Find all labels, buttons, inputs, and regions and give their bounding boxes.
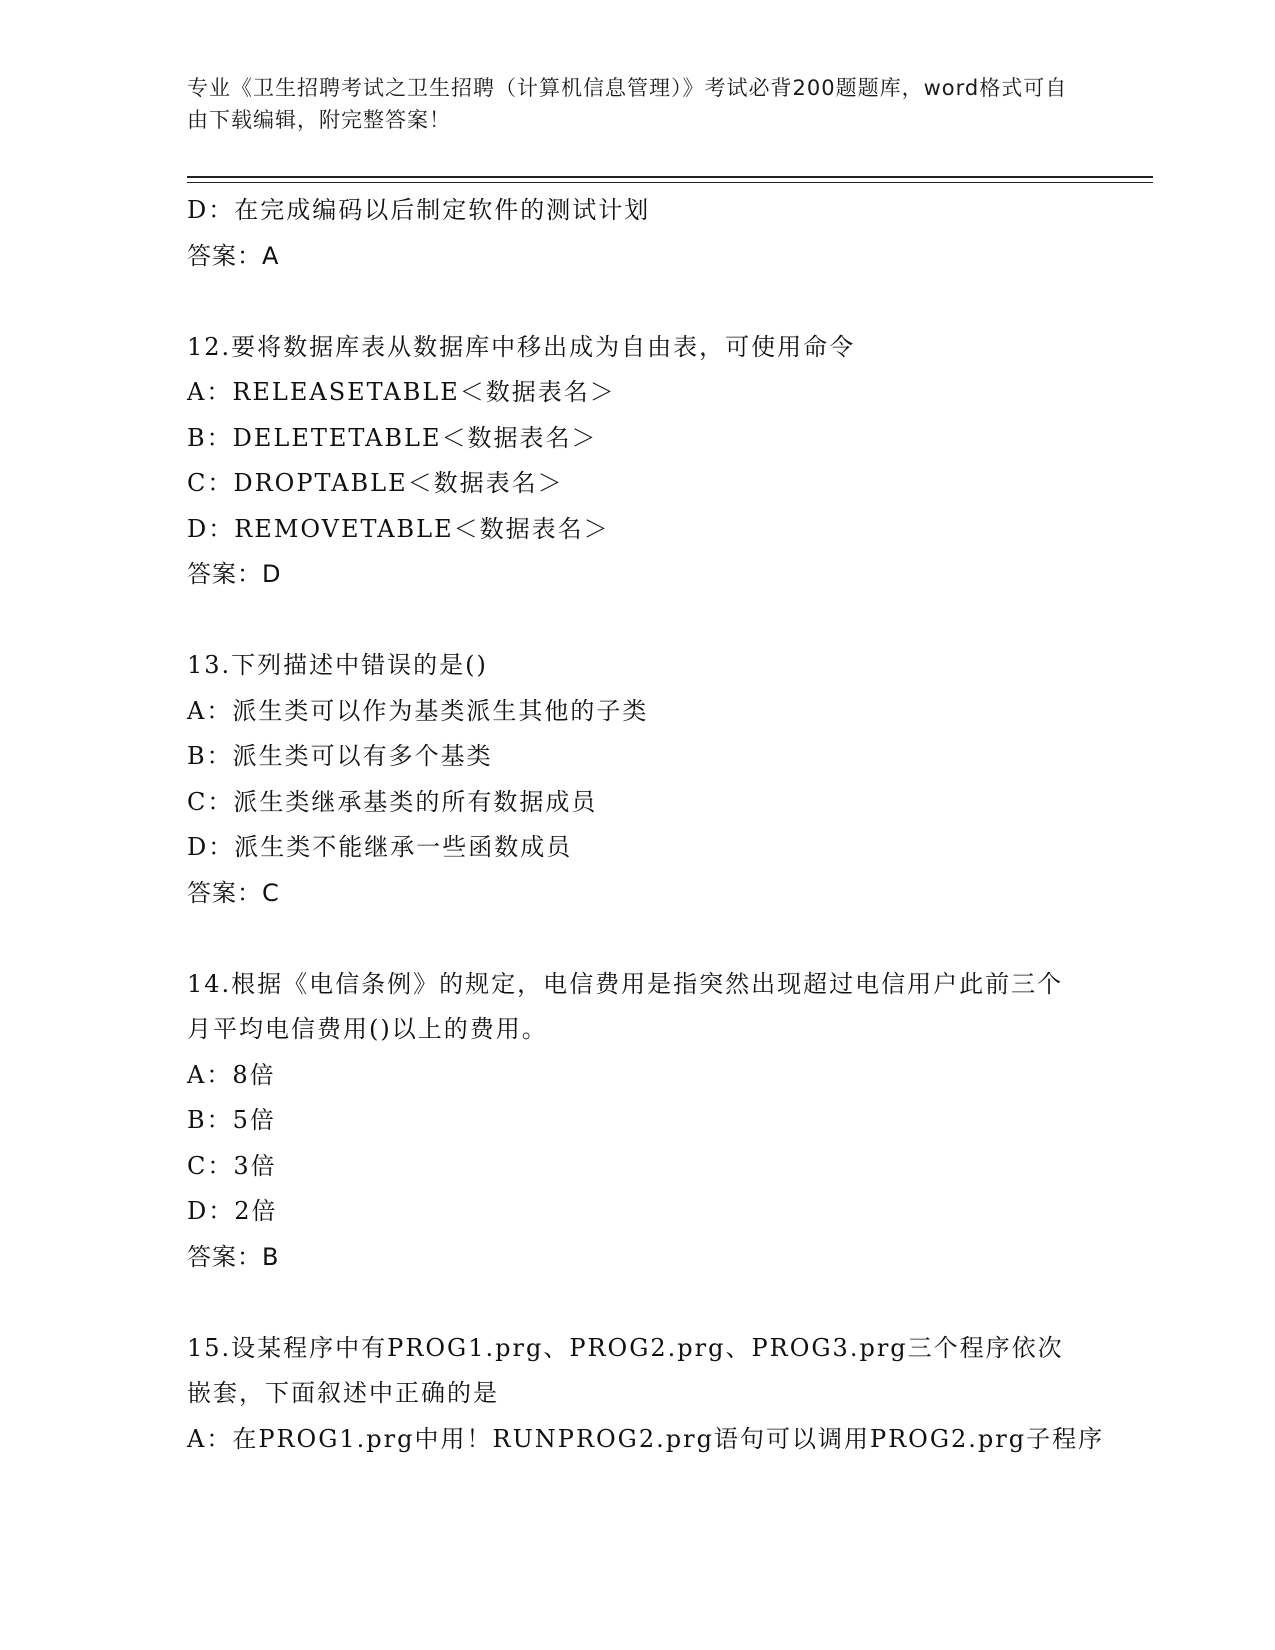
- header-rule-thin: [187, 182, 1153, 183]
- question-stem: 15.设某程序中有PROG1.prg、PROG2.prg、PROG3.prg三个程序依次嵌套，下面叙述中正确的是: [187, 1333, 1064, 1407]
- option-a: A：在PROG1.prg中用！RUNPROG2.prg语句可以调用PROG2.prg子程序: [187, 1424, 1105, 1453]
- document-header: 专业《卫生招聘考试之卫生招聘（计算机信息管理）》考试必背200题题库，word格式可自由下载编辑，附完整答案！: [187, 76, 1068, 132]
- answer-line: 答案：C: [187, 878, 280, 907]
- header-rule-thick: [187, 176, 1153, 178]
- question-stem: 12.要将数据库表从数据库中移出成为自由表，可使用命令: [187, 332, 856, 361]
- option-a: A：派生类可以作为基类派生其他的子类: [187, 696, 649, 725]
- option-c: C：3倍: [187, 1151, 277, 1180]
- answer-line: 答案：D: [187, 560, 282, 588]
- question-list: [187, 188, 1105, 1462]
- question-stem: 14.根据《电信条例》的规定，电信费用是指突然出现超过电信用户此前三个月平均电信费用()以上的费用。: [187, 969, 1064, 1043]
- option-d: D：派生类不能继承一些函数成员: [187, 833, 573, 861]
- option-b: B：派生类可以有多个基类: [187, 742, 493, 770]
- question-stem: 13.下列描述中错误的是(): [187, 651, 488, 679]
- option-a: A：RELEASETABLE＜数据表名＞: [187, 378, 616, 406]
- option-d: D：2倍: [187, 1197, 278, 1225]
- option-b: B：5倍: [187, 1106, 276, 1134]
- option-d: D：REMOVETABLE＜数据表名＞: [187, 514, 610, 543]
- option-c: C：DROPTABLE＜数据表名＞: [187, 469, 564, 497]
- option-c: C：派生类继承基类的所有数据成员: [187, 787, 598, 816]
- option-b: B：DELETETABLE＜数据表名＞: [187, 423, 598, 452]
- option-d: D：在完成编码以后制定软件的测试计划: [187, 196, 651, 224]
- option-a: A：8倍: [187, 1060, 276, 1089]
- answer-line: 答案：A: [187, 241, 280, 270]
- answer-line: 答案：B: [187, 1242, 280, 1271]
